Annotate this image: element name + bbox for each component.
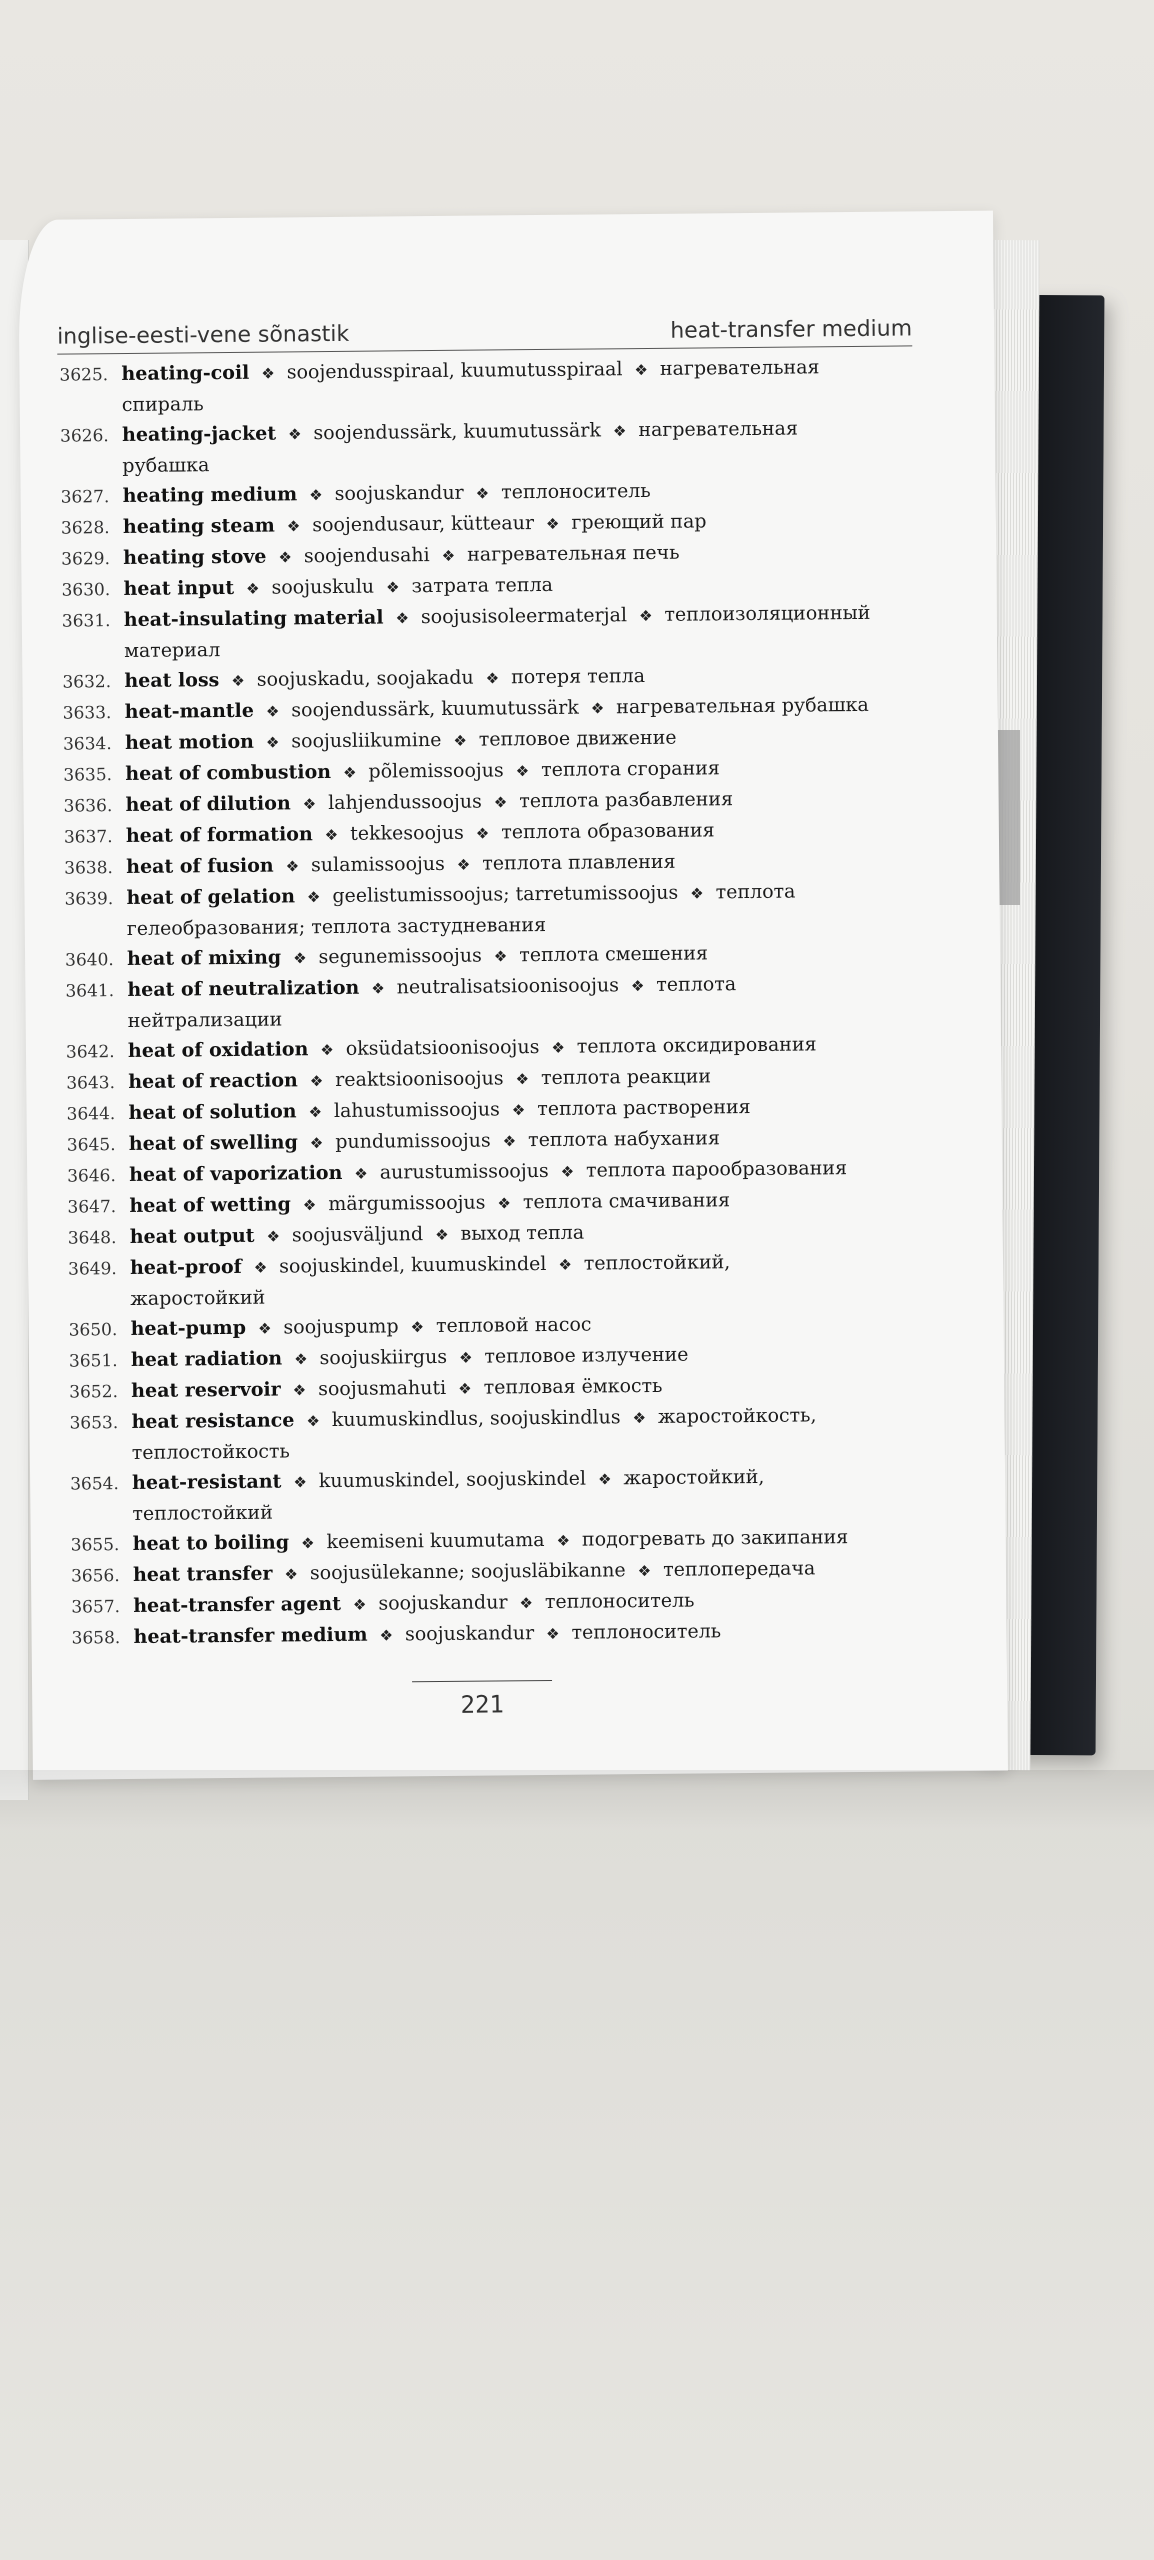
entry-number: 3625. [59, 365, 109, 386]
entry-number: 3648. [67, 1228, 117, 1249]
estonian-translation: lahjendussoojus [328, 790, 482, 815]
entry-term: heat of combustion [125, 761, 332, 785]
entry-list [59, 351, 931, 1653]
entry-number: 3632. [62, 672, 112, 693]
estonian-translation: soojusisoleermaterjal [420, 604, 628, 629]
russian-translation: теплота образования [501, 819, 715, 844]
entry-term: heating-jacket [121, 422, 277, 447]
diamond-separator-icon: ❖ [511, 1101, 526, 1120]
dictionary-entry [59, 351, 920, 420]
entry-term: heating-coil [121, 361, 250, 386]
russian-translation: теплота набухания [528, 1127, 720, 1152]
diamond-separator-icon: ❖ [257, 1319, 272, 1338]
diamond-separator-icon: ❖ [485, 669, 500, 688]
diamond-separator-icon: ❖ [453, 731, 467, 750]
diamond-separator-icon: ❖ [302, 1196, 317, 1215]
diamond-separator-icon: ❖ [253, 1258, 268, 1277]
diamond-separator-icon: ❖ [590, 699, 605, 718]
entry-term: heat-mantle [124, 699, 255, 723]
entry-number: 3646. [67, 1166, 116, 1187]
diamond-separator-icon: ❖ [309, 486, 323, 505]
entry-term: heat of oxidation [127, 1038, 309, 1062]
estonian-translation: keemiseni kuumutama [326, 1529, 545, 1554]
entry-number: 3635. [63, 765, 113, 786]
diamond-separator-icon: ❖ [352, 1595, 367, 1614]
entry-number: 3639. [64, 889, 114, 910]
dictionary-entry [68, 1245, 929, 1314]
russian-translation: теплопередача [663, 1557, 816, 1581]
russian-translation: теплоизоляционный [664, 601, 871, 626]
dictionary-entry [60, 412, 921, 481]
diamond-separator-icon: ❖ [560, 1162, 575, 1181]
estonian-translation: aurustumissoojus [379, 1159, 549, 1184]
russian-translation: тепловое движение [478, 726, 677, 751]
estonian-translation: reaktsioonisoojus [335, 1067, 504, 1091]
diamond-separator-icon: ❖ [285, 857, 300, 876]
diamond-separator-icon: ❖ [435, 1225, 449, 1245]
russian-translation: теплостойкий, [583, 1251, 731, 1275]
estonian-translation: soojusväljund [291, 1223, 424, 1247]
entry-term: heat loss [124, 669, 220, 692]
diamond-separator-icon: ❖ [306, 1412, 320, 1431]
diamond-separator-icon: ❖ [546, 1624, 560, 1643]
entry-number: 3649. [67, 1259, 117, 1280]
diamond-separator-icon: ❖ [306, 888, 321, 907]
diamond-separator-icon: ❖ [519, 1594, 534, 1613]
footer-rule [412, 1680, 552, 1682]
estonian-translation: soojendussärk, kuumutussärk [313, 419, 602, 445]
diamond-separator-icon: ❖ [637, 1561, 652, 1581]
estonian-translation: soojusülekanne; soojusläbikanne [309, 1559, 626, 1585]
entry-term: heat-transfer agent [133, 1592, 342, 1617]
russian-translation: теплота сгорания [541, 757, 720, 782]
entry-term: heating medium [122, 483, 298, 508]
estonian-translation: kuumuskindlus, soojuskindlus [331, 1406, 621, 1432]
entry-number: 3627. [60, 487, 110, 508]
translation-continuation: спираль [121, 393, 204, 417]
entry-number: 3628. [60, 518, 110, 539]
entry-number: 3637. [63, 827, 113, 848]
diamond-separator-icon: ❖ [612, 422, 627, 441]
entry-number: 3655. [70, 1535, 120, 1556]
entry-number: 3642. [65, 1042, 115, 1063]
entry-body [130, 1245, 929, 1314]
estonian-translation: soojendussärk, kuumutussärk [291, 696, 579, 722]
translation-continuation: нейтрализации [127, 1008, 283, 1032]
russian-translation: теплоноситель [571, 1620, 722, 1644]
entry-term: heat resistance [131, 1409, 295, 1433]
entry-term: heating steam [122, 514, 275, 539]
diamond-separator-icon: ❖ [558, 1255, 572, 1274]
entry-number: 3636. [63, 796, 113, 817]
entry-body [127, 967, 926, 1036]
entry-body [126, 875, 925, 944]
estonian-translation: neutralisatsioonisoojus [396, 974, 619, 999]
russian-translation: теплоноситель [544, 1589, 695, 1614]
estonian-translation: pundumissoojus [335, 1129, 491, 1153]
estonian-translation: soojuskindel, kuumuskindel [279, 1252, 547, 1278]
diamond-separator-icon: ❖ [266, 1227, 281, 1246]
russian-translation: теплота парообразования [585, 1157, 848, 1182]
diamond-separator-icon: ❖ [265, 733, 280, 752]
entry-term: heat reservoir [131, 1378, 281, 1402]
russian-translation: потеря тепла [511, 665, 646, 689]
russian-translation: теплота растворения [537, 1096, 751, 1121]
entry-number: 3633. [62, 703, 112, 724]
diamond-separator-icon: ❖ [265, 702, 280, 721]
russian-translation: нагревательная печь [467, 541, 680, 566]
diamond-separator-icon: ❖ [320, 1041, 334, 1060]
entry-body [133, 1614, 931, 1653]
entry-term: heat of gelation [126, 885, 296, 909]
entry-number: 3643. [66, 1073, 116, 1094]
translation-continuation: теплостойкость [131, 1440, 290, 1464]
diamond-separator-icon: ❖ [475, 824, 490, 843]
entry-number: 3650. [68, 1320, 118, 1341]
russian-translation: жаростойкость, [657, 1404, 817, 1428]
estonian-translation: soojuskandur [404, 1622, 535, 1646]
russian-translation: нагревательная [638, 417, 799, 442]
entry-number: 3652. [69, 1382, 119, 1403]
entry-number: 3645. [66, 1135, 116, 1156]
russian-translation: нагревательная [659, 356, 820, 380]
russian-translation: подогревать до закипания [581, 1526, 849, 1551]
page-shadow [0, 1770, 1154, 1830]
diamond-separator-icon: ❖ [638, 606, 653, 626]
estonian-translation: sulamissoojus [311, 852, 445, 877]
translation-continuation: материал [124, 639, 221, 663]
entry-term: heat transfer [132, 1562, 273, 1586]
russian-translation: теплоноситель [501, 479, 651, 504]
dictionary-page [18, 211, 1008, 1780]
entry-number: 3630. [61, 580, 111, 601]
diamond-separator-icon: ❖ [302, 795, 317, 814]
entry-term: heat of vaporization [129, 1161, 343, 1186]
diamond-separator-icon: ❖ [475, 484, 490, 503]
entry-body [122, 412, 921, 481]
diamond-separator-icon: ❖ [493, 793, 508, 812]
diamond-separator-icon: ❖ [410, 1318, 425, 1337]
diamond-separator-icon: ❖ [458, 1348, 473, 1367]
entry-number: 3658. [71, 1628, 121, 1649]
entry-term: heat of formation [125, 823, 313, 847]
running-head-right: heat-transfer medium [670, 316, 913, 344]
estonian-translation: geelistumissoojus; tarretumissoojus [332, 881, 679, 908]
diamond-separator-icon: ❖ [293, 1473, 307, 1492]
entry-body [131, 1399, 930, 1468]
russian-translation: теплота оксидирования [576, 1033, 817, 1058]
entry-number: 3638. [64, 858, 113, 879]
entry-number: 3644. [66, 1104, 116, 1125]
russian-translation: жаростойкий, [623, 1465, 765, 1490]
dictionary-entry [70, 1460, 931, 1529]
page-number: 221 [460, 1690, 505, 1719]
estonian-translation: soojendusaur, kütteaur [312, 512, 535, 537]
entry-term: heat of swelling [128, 1131, 298, 1155]
diamond-separator-icon: ❖ [354, 1164, 368, 1183]
entry-number: 3657. [71, 1597, 121, 1618]
diamond-separator-icon: ❖ [386, 578, 400, 597]
translation-continuation: теплостойкий [132, 1501, 273, 1525]
diamond-separator-icon: ❖ [515, 762, 530, 781]
entry-term: heating stove [123, 545, 267, 570]
russian-translation: теплота [715, 880, 796, 904]
diamond-separator-icon: ❖ [597, 1470, 612, 1489]
diamond-separator-icon: ❖ [632, 1409, 647, 1428]
diamond-separator-icon: ❖ [342, 763, 357, 782]
entry-term: heat-proof [129, 1255, 242, 1279]
russian-translation: нагревательная рубашка [616, 693, 869, 719]
dictionary-entry [65, 967, 926, 1036]
entry-number: 3640. [65, 950, 114, 971]
diamond-separator-icon: ❖ [294, 1350, 308, 1369]
estonian-translation: soojuskandur [334, 481, 464, 505]
translation-continuation: гелеобразования; теплота застудневания [126, 913, 547, 940]
russian-translation: тепловая ёмкость [483, 1374, 663, 1399]
russian-translation: затрата тепла [411, 573, 554, 598]
diamond-separator-icon: ❖ [458, 1379, 472, 1398]
estonian-translation: soojendusahi [303, 544, 430, 568]
diamond-separator-icon: ❖ [379, 1626, 394, 1645]
diamond-separator-icon: ❖ [497, 1194, 512, 1213]
russian-translation: выход тепла [460, 1221, 585, 1245]
entry-number: 3651. [68, 1351, 118, 1372]
dictionary-entry [64, 875, 925, 944]
diamond-separator-icon: ❖ [502, 1132, 517, 1151]
entry-term: heat of mixing [126, 946, 282, 970]
russian-translation: теплота смешения [519, 942, 709, 967]
dictionary-entry [62, 597, 923, 666]
diamond-separator-icon: ❖ [395, 609, 410, 628]
entry-number: 3629. [61, 549, 111, 570]
diamond-separator-icon: ❖ [278, 548, 292, 567]
estonian-translation: soojuspump [283, 1315, 399, 1339]
estonian-translation: põlemissoojus [368, 759, 504, 783]
diamond-separator-icon: ❖ [515, 1070, 530, 1089]
diamond-separator-icon: ❖ [545, 514, 560, 533]
russian-translation: тепловое излучение [484, 1343, 689, 1368]
russian-translation: теплота разбавления [519, 788, 734, 813]
diamond-separator-icon: ❖ [690, 884, 704, 903]
entry-body [124, 597, 923, 666]
estonian-translation: oksüdatsioonisoojus [345, 1036, 540, 1060]
entry-term: heat to boiling [132, 1531, 290, 1555]
estonian-translation: kuumuskindel, soojuskindel [318, 1467, 587, 1493]
entry-body [121, 351, 920, 420]
entry-term: heat-pump [130, 1316, 247, 1340]
entry-body [132, 1460, 931, 1529]
diamond-separator-icon: ❖ [245, 579, 260, 598]
diamond-separator-icon: ❖ [493, 947, 508, 966]
diamond-separator-icon: ❖ [371, 979, 385, 998]
estonian-translation: segunemissoojus [318, 944, 482, 969]
estonian-translation: märgumissoojus [328, 1191, 486, 1216]
entry-term: heat radiation [130, 1347, 283, 1371]
diamond-separator-icon: ❖ [284, 1565, 299, 1584]
diamond-separator-icon: ❖ [261, 364, 275, 383]
estonian-translation: soojusmahuti [318, 1376, 447, 1401]
diamond-separator-icon: ❖ [287, 425, 302, 444]
entry-term: heat-insulating material [123, 606, 384, 632]
entry-number: 3653. [69, 1413, 119, 1434]
russian-translation: тепловой насос [435, 1313, 592, 1338]
diamond-separator-icon: ❖ [324, 825, 339, 845]
entry-term: heat of wetting [129, 1193, 291, 1217]
russian-translation: теплота смачивания [522, 1189, 731, 1214]
running-head-left: inglise-eesti-vene sõnastik [57, 321, 350, 350]
entry-number: 3647. [67, 1197, 117, 1218]
entry-number: 3631. [61, 611, 111, 632]
estonian-translation: soojuskandur [378, 1591, 508, 1615]
estonian-translation: soojusliikumine [291, 728, 442, 753]
entry-term: heat-transfer medium [133, 1623, 368, 1648]
entry-number: 3634. [62, 734, 112, 755]
entry-term: heat of dilution [125, 792, 291, 816]
entry-term: heat-resistant [132, 1470, 282, 1494]
diamond-separator-icon: ❖ [556, 1531, 571, 1550]
running-head [57, 305, 912, 354]
diamond-separator-icon: ❖ [551, 1038, 565, 1057]
entry-term: heat input [123, 576, 235, 601]
estonian-translation: lahustumissoojus [333, 1098, 500, 1123]
estonian-translation: tekkesoojus [350, 821, 464, 845]
entry-term: heat motion [124, 730, 254, 754]
translation-continuation: рубашка [122, 454, 210, 478]
diamond-separator-icon: ❖ [630, 977, 645, 996]
entry-number: 3626. [59, 426, 109, 447]
diamond-separator-icon: ❖ [456, 855, 471, 874]
diamond-separator-icon: ❖ [286, 517, 301, 536]
estonian-translation: soojuskiirgus [319, 1345, 448, 1370]
diamond-separator-icon: ❖ [441, 546, 456, 565]
russian-translation: теплота [656, 973, 737, 996]
translation-continuation: жаростойкий [130, 1286, 266, 1310]
diamond-separator-icon: ❖ [308, 1103, 323, 1122]
diamond-separator-icon: ❖ [309, 1072, 324, 1091]
diamond-separator-icon: ❖ [293, 949, 307, 968]
entry-number: 3656. [70, 1566, 120, 1587]
entry-term: heat of fusion [126, 854, 274, 878]
estonian-translation: soojuskadu, soojakadu [256, 666, 474, 691]
diamond-separator-icon: ❖ [634, 360, 649, 380]
estonian-translation: soojendusspiraal, kuumutusspiraal [286, 358, 623, 384]
russian-translation: греющий пар [571, 510, 707, 534]
entry-number: 3641. [65, 981, 115, 1002]
estonian-translation: soojuskulu [271, 575, 375, 599]
entry-number: 3654. [70, 1474, 119, 1495]
diamond-separator-icon: ❖ [301, 1534, 315, 1553]
entry-term: heat of neutralization [127, 976, 360, 1001]
entry-term: heat of reaction [128, 1069, 298, 1093]
entry-term: heat of solution [128, 1100, 297, 1124]
entry-term: heat output [129, 1224, 255, 1248]
dictionary-entry [69, 1399, 930, 1468]
diamond-separator-icon: ❖ [309, 1134, 324, 1153]
diamond-separator-icon: ❖ [231, 671, 245, 690]
russian-translation: теплота плавления [482, 850, 676, 875]
russian-translation: теплота реакции [540, 1065, 712, 1090]
diamond-separator-icon: ❖ [292, 1381, 307, 1400]
